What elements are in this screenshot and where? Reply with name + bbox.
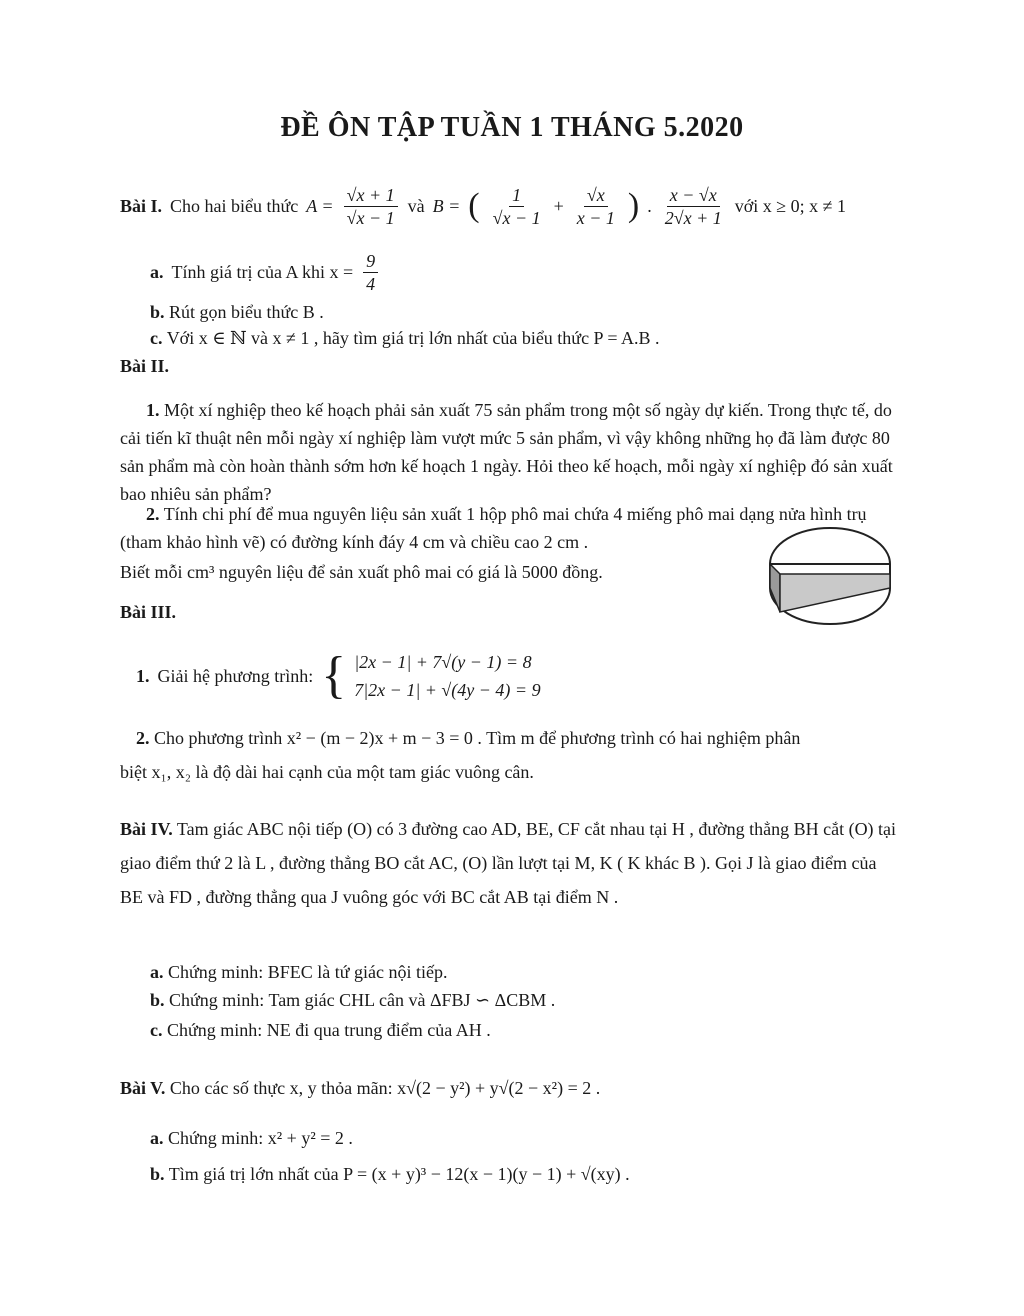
bai1-statement bbox=[120, 176, 900, 236]
bai5-statement bbox=[120, 1074, 900, 1102]
bai1-intro: Cho hai biểu thức bbox=[170, 196, 299, 216]
bai1-a bbox=[120, 248, 900, 296]
bai4-text: Tam giác ABC nội tiếp (O) có 3 đường cao AD, BE, CF cắt nhau tại H , đường thẳng BH cắt (O) tại giao điểm thứ 2 là L , đường thẳng BO cắt AC, (O) lần lượt tại M, K ( K khác B ). Gọi J là giao điểm của BE và FD , đường thẳng qua J vuông góc với BC cắt AB tại điểm N . bbox=[120, 819, 897, 907]
frac-num: 1 bbox=[509, 184, 524, 207]
paren-open: ( bbox=[468, 187, 480, 224]
item-label: a. bbox=[150, 262, 164, 282]
item-label: b. bbox=[150, 1164, 165, 1184]
frac-num: x − √x bbox=[667, 184, 720, 207]
expr-B-frac1 bbox=[490, 184, 544, 229]
frac-den: √x − 1 bbox=[346, 207, 395, 228]
frac-den: √x − 1 bbox=[492, 207, 541, 228]
item-label: 2. bbox=[136, 728, 150, 748]
item-label: 1. bbox=[146, 400, 160, 420]
equation-1: |2x − 1| + 7√(y − 1) = 8 bbox=[354, 652, 532, 672]
frac-num: √x + 1 bbox=[344, 184, 398, 207]
plus-sign: + bbox=[553, 196, 564, 216]
bai4-a bbox=[120, 958, 900, 986]
item-label: b. bbox=[150, 302, 165, 322]
bai5-b bbox=[120, 1160, 900, 1188]
item-label: a. bbox=[150, 1128, 164, 1148]
expr-A-lhs: A = bbox=[306, 196, 334, 216]
frac-den: x − 1 bbox=[576, 207, 615, 228]
expr-B-lhs: B = bbox=[432, 196, 461, 216]
item-label: 1. bbox=[136, 666, 150, 686]
expr-B-frac3 bbox=[662, 184, 725, 229]
page-title: ĐỀ ÔN TẬP TUẦN 1 THÁNG 5.2020 bbox=[280, 112, 744, 143]
bai2-p2-cont: Biết mỗi cm³ nguyên liệu để sản xuất phô mai có giá là 5000 đồng. bbox=[120, 562, 603, 582]
condition-text: với x ≥ 0; x ≠ 1 bbox=[734, 196, 847, 216]
bai3-p1 bbox=[120, 644, 900, 708]
item-text: Chứng minh: Tam giác CHL cân và ΔFBJ ∽ ΔCBM . bbox=[169, 990, 556, 1010]
bai4-b bbox=[120, 986, 900, 1014]
item-label: c. bbox=[150, 1020, 163, 1040]
bai2-p1 bbox=[120, 396, 900, 508]
paren-close: ) bbox=[627, 187, 640, 224]
item-label: c. bbox=[150, 328, 163, 348]
and-text: và bbox=[407, 196, 425, 216]
item-text: Chứng minh: NE đi qua trung điểm của AH . bbox=[167, 1020, 491, 1040]
frac-den: 2√x + 1 bbox=[664, 207, 722, 228]
bai1-b bbox=[120, 298, 900, 326]
expr-A-fraction bbox=[344, 184, 398, 229]
item-text: Tính chi phí để mua nguyên liệu sản xuất 1 hộp phô mai chứa 4 miếng phô mai dạng nửa hình trụ (tham khảo hình vẽ) có đường kính đáy 4 cm và chiều cao 2 cm . bbox=[120, 504, 867, 552]
bai2-label: Bài II. bbox=[120, 356, 170, 376]
bai4-c bbox=[120, 1016, 900, 1044]
bai3-p2 bbox=[120, 724, 900, 786]
frac-den: 4 bbox=[366, 273, 376, 294]
system-brace: { bbox=[321, 647, 347, 704]
bai4-label: Bài IV. bbox=[120, 819, 173, 839]
item-text: Với x ∈ ℕ và x ≠ 1 , hãy tìm giá trị lớn nhất của biểu thức P = A.B . bbox=[166, 328, 660, 348]
bai5-a bbox=[120, 1124, 900, 1152]
item-label: a. bbox=[150, 962, 164, 982]
bai3-label: Bài III. bbox=[120, 602, 177, 622]
item-label: b. bbox=[150, 990, 165, 1010]
item-text-cont: biệt x₁, x₂ là độ dài hai cạnh của một tam giác vuông cân. bbox=[120, 762, 534, 782]
item-label: 2. bbox=[146, 504, 160, 524]
bai5-label: Bài V. bbox=[120, 1078, 166, 1098]
equation-system bbox=[354, 648, 540, 704]
item-text: Tính giá trị của A khi x = bbox=[171, 262, 354, 282]
item-text: Tìm giá trị lớn nhất của P = (x + y)³ − 12(x − 1)(y − 1) + √(xy) . bbox=[168, 1164, 630, 1184]
item-text: Chứng minh: x² + y² = 2 . bbox=[168, 1128, 353, 1148]
a-fraction bbox=[363, 250, 378, 295]
bai1-c bbox=[120, 324, 900, 352]
dot-sign: . bbox=[647, 196, 652, 216]
item-text: Cho phương trình x² − (m − 2)x + m − 3 = 0 . Tìm m để phương trình có hai nghiệm phân bbox=[154, 728, 801, 748]
bai1-label: Bài I. bbox=[120, 196, 163, 216]
item-text: Chứng minh: BFEC là tứ giác nội tiếp. bbox=[168, 962, 448, 982]
frac-num: 9 bbox=[363, 250, 378, 273]
item-text: Một xí nghiệp theo kế hoạch phải sản xuất 75 sản phẩm trong một số ngày dự kiến. Trong thực tế, do cải tiến kĩ thuật nên mỗi ngày xí nghiệp làm vượt mức 5 sản phẩm, vì vậy không những họ đã làm được 80 sản phẩm mà còn hoàn thành sớm hơn kế hoạch 1 ngày. Hỏi theo kế hoạch, mỗi ngày xí nghiệp đó sản xuất bao nhiêu sản phẩm? bbox=[120, 400, 893, 504]
item-text: Giải hệ phương trình: bbox=[157, 666, 314, 686]
frac-num: √x bbox=[584, 184, 608, 207]
item-text: Rút gọn biểu thức B . bbox=[169, 302, 324, 322]
bai5-text: Cho các số thực x, y thỏa mãn: x√(2 − y²) + y√(2 − x²) = 2 . bbox=[169, 1078, 601, 1098]
expr-B-frac2 bbox=[574, 184, 618, 229]
bai4-statement bbox=[120, 812, 900, 914]
equation-2: 7|2x − 1| + √(4y − 4) = 9 bbox=[354, 680, 541, 700]
